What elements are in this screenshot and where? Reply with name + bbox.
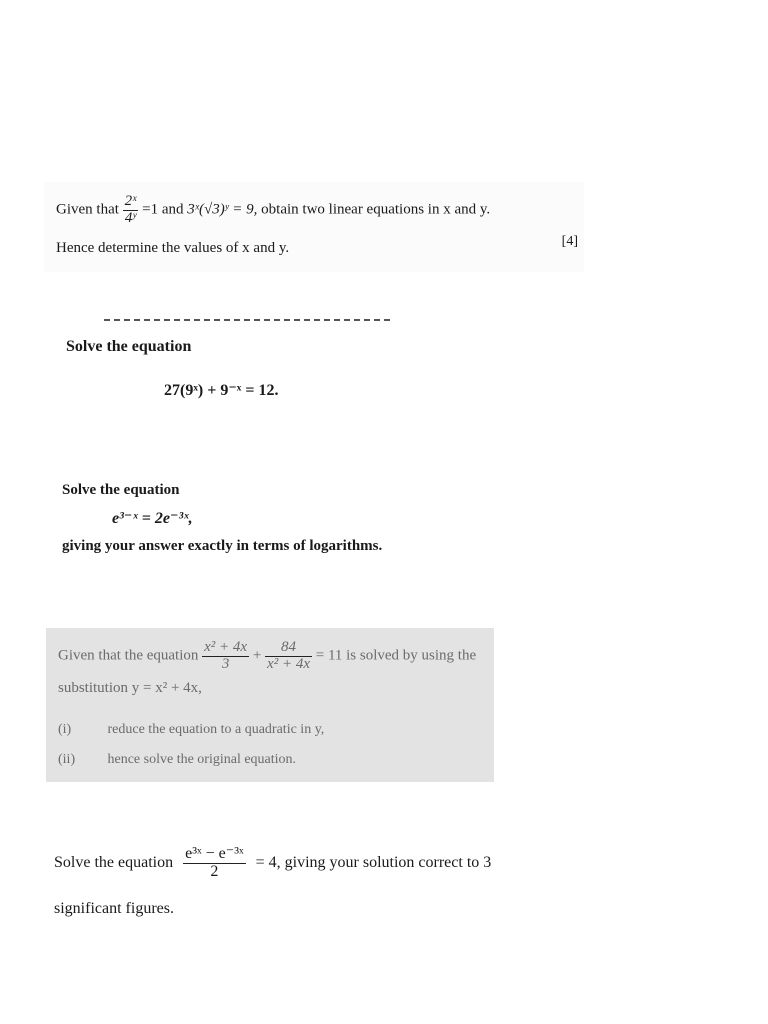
q4-suffix: = 11 is solved by using the [315, 647, 477, 664]
section-divider [104, 319, 390, 321]
question-5 [54, 846, 574, 926]
q5-tail: significant figures. [54, 900, 174, 917]
question-1 [44, 182, 584, 272]
q4-part-text: reduce the equation to a quadratic in y, [107, 722, 325, 737]
q5-suffix: = 4, giving your solution correct to 3 [255, 853, 492, 871]
q1-line2: Hence determine the values of x and y. [56, 240, 290, 256]
q4-part-i [58, 722, 324, 738]
q4-line2: substitution y = x² + 4x, [58, 680, 202, 696]
q4-frac2-numerator: 84 [265, 640, 312, 657]
q1-prefix: Given that [56, 201, 119, 218]
q1-frac-denominator: 4ʸ [124, 209, 137, 226]
q3-tail: giving your answer exactly in terms of logarithms. [62, 538, 383, 554]
q4-part-text: hence solve the original equation. [107, 752, 297, 767]
q4-frac1-numerator: x² + 4x [204, 639, 248, 655]
q4-part-label: (ii) [58, 752, 76, 767]
question-2 [66, 338, 466, 408]
q5-prefix: Solve the equation [54, 853, 174, 871]
q5-line1 [54, 846, 491, 881]
q1-marks: [4] [561, 234, 578, 249]
q4-plus: + [252, 647, 262, 664]
q2-stem: Solve the equation [66, 338, 192, 355]
q4-line1 [58, 640, 476, 673]
question-3 [62, 482, 462, 562]
q5-frac-numerator: e³ˣ − e⁻³ˣ [185, 845, 244, 862]
q3-stem: Solve the equation [62, 482, 180, 498]
q1-fraction [123, 194, 139, 227]
q4-part-label: (i) [58, 722, 72, 737]
q1-eq1-tail: =1 and [142, 201, 184, 218]
q1-suffix: obtain two linear equations in x and y. [261, 201, 491, 218]
q1-eq2: 3ˣ(√3)ʸ = 9, [187, 201, 258, 218]
q4-part-ii [58, 752, 296, 768]
q4-frac1-denominator: 3 [221, 655, 230, 672]
q3-equation: e³⁻ˣ = 2e⁻³ˣ, [112, 510, 193, 527]
q5-fraction [183, 846, 246, 881]
q4-fraction-2 [265, 640, 312, 673]
q4-fraction-1 [202, 640, 249, 673]
q4-frac2-denominator: x² + 4x [267, 655, 310, 672]
q5-frac-denominator: 2 [210, 862, 219, 880]
q1-frac-numerator: 2ˣ [124, 193, 137, 209]
q2-equation: 27(9ˣ) + 9⁻ˣ = 12. [164, 382, 279, 399]
q1-line1 [56, 194, 490, 227]
question-4-box [46, 628, 494, 782]
q4-prefix: Given that the equation [58, 647, 199, 664]
